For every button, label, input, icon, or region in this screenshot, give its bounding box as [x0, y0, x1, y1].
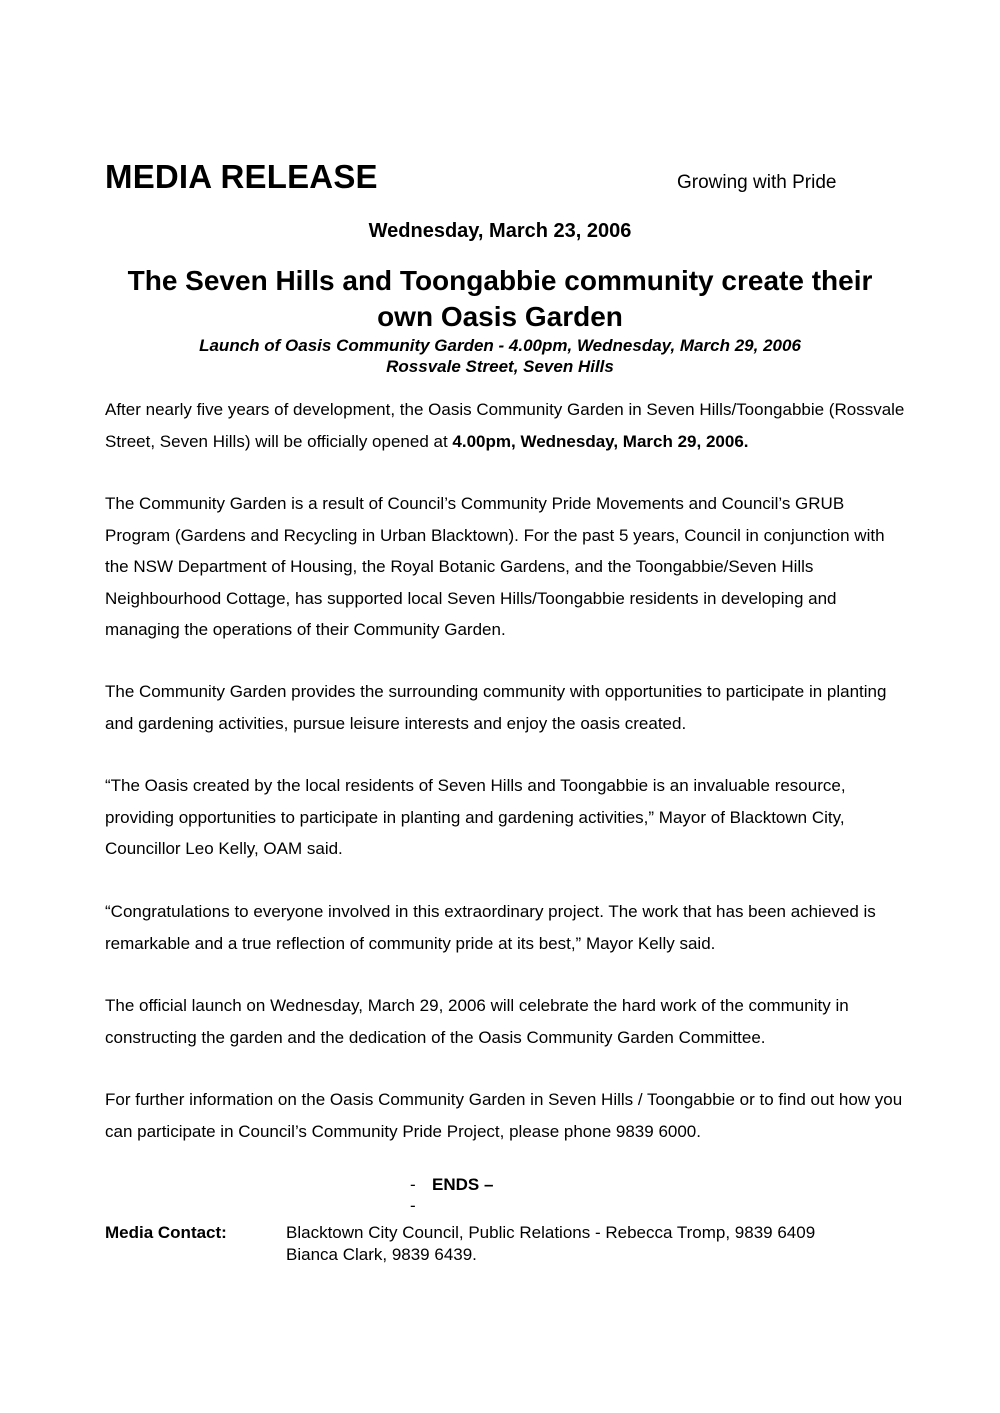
- document-title: MEDIA RELEASE: [105, 158, 378, 195]
- ends-label: ENDS –: [432, 1175, 494, 1194]
- paragraph-benefits: The Community Garden provides the surrounding community with opportunities to participate in planting and gardening activities, pursue leisure interests and enjoy the oasis created.: [105, 682, 887, 733]
- paragraph-mayor-quote: “The Oasis created by the local residents of Seven Hills and Toongabbie is an invaluable resource, providing opportunities to participate in planting and gardening activities,” Mayor of Blacktown City, Councillor Leo Kelly, OAM said.: [105, 776, 846, 858]
- paragraph-intro: [105, 394, 905, 457]
- ends-dash-bottom: -: [410, 1196, 416, 1215]
- paragraph-further-information: For further information on the Oasis Community Garden in Seven Hills / Toongabbie or to find out how you can participate in Council’s Community Pride Project, please phone 9839 6000.: [105, 1090, 903, 1141]
- paragraph-intro-launch-time: 4.00pm, Wednesday, March 29, 2006.: [452, 431, 749, 451]
- ends-marker: [410, 1174, 493, 1216]
- media-contact-line-1: Blacktown City Council, Public Relations - Rebecca Tromp, 9839 6409: [286, 1223, 816, 1242]
- subheading-event-line: Launch of Oasis Community Garden - 4.00pm, Wednesday, March 29, 2006: [199, 336, 801, 355]
- paragraph-intro-text: After nearly five years of development, the Oasis Community Garden in Seven Hills/Toongabbie (Rossvale Street, Seven Hills) will be officially opened at: [105, 400, 905, 451]
- release-date: Wednesday, March 23, 2006: [368, 220, 632, 242]
- subheading: [100, 335, 900, 377]
- tagline: Growing with Pride: [677, 172, 837, 193]
- media-contact-line-2: Bianca Clark, 9839 6439.: [286, 1245, 477, 1264]
- paragraph-launch-details: The official launch on Wednesday, March 29, 2006 will celebrate the hard work of the community in constructing the garden and the dedication of the Oasis Community Garden Committee.: [105, 996, 849, 1047]
- headline: The Seven Hills and Toongabbie community create their own Oasis Garden: [127, 265, 873, 332]
- paragraph-background: The Community Garden is a result of Council’s Community Pride Movements and Council’s GRUB Program (Gardens and Recycling in Urban Blacktown). For the past 5 years, Council in conjunction with the NSW Department of Housing, the Royal Botanic Gardens, and the Toongabbie/Seven Hills Neighbourhood Cottage, has supported local Seven Hills/Toongabbie residents in developing and managing the operations of their Community Garden.: [105, 494, 885, 639]
- ends-dash-top: -: [410, 1175, 416, 1194]
- media-contact-details: [286, 1222, 815, 1266]
- media-contact-label: Media Contact:: [105, 1223, 227, 1242]
- paragraph-congratulations-quote: “Congratulations to everyone involved in this extraordinary project. The work that has been achieved is remarkable and a true reflection of community pride at its best,” Mayor Kelly said.: [105, 902, 876, 953]
- subheading-location-line: Rossvale Street, Seven Hills: [386, 357, 614, 376]
